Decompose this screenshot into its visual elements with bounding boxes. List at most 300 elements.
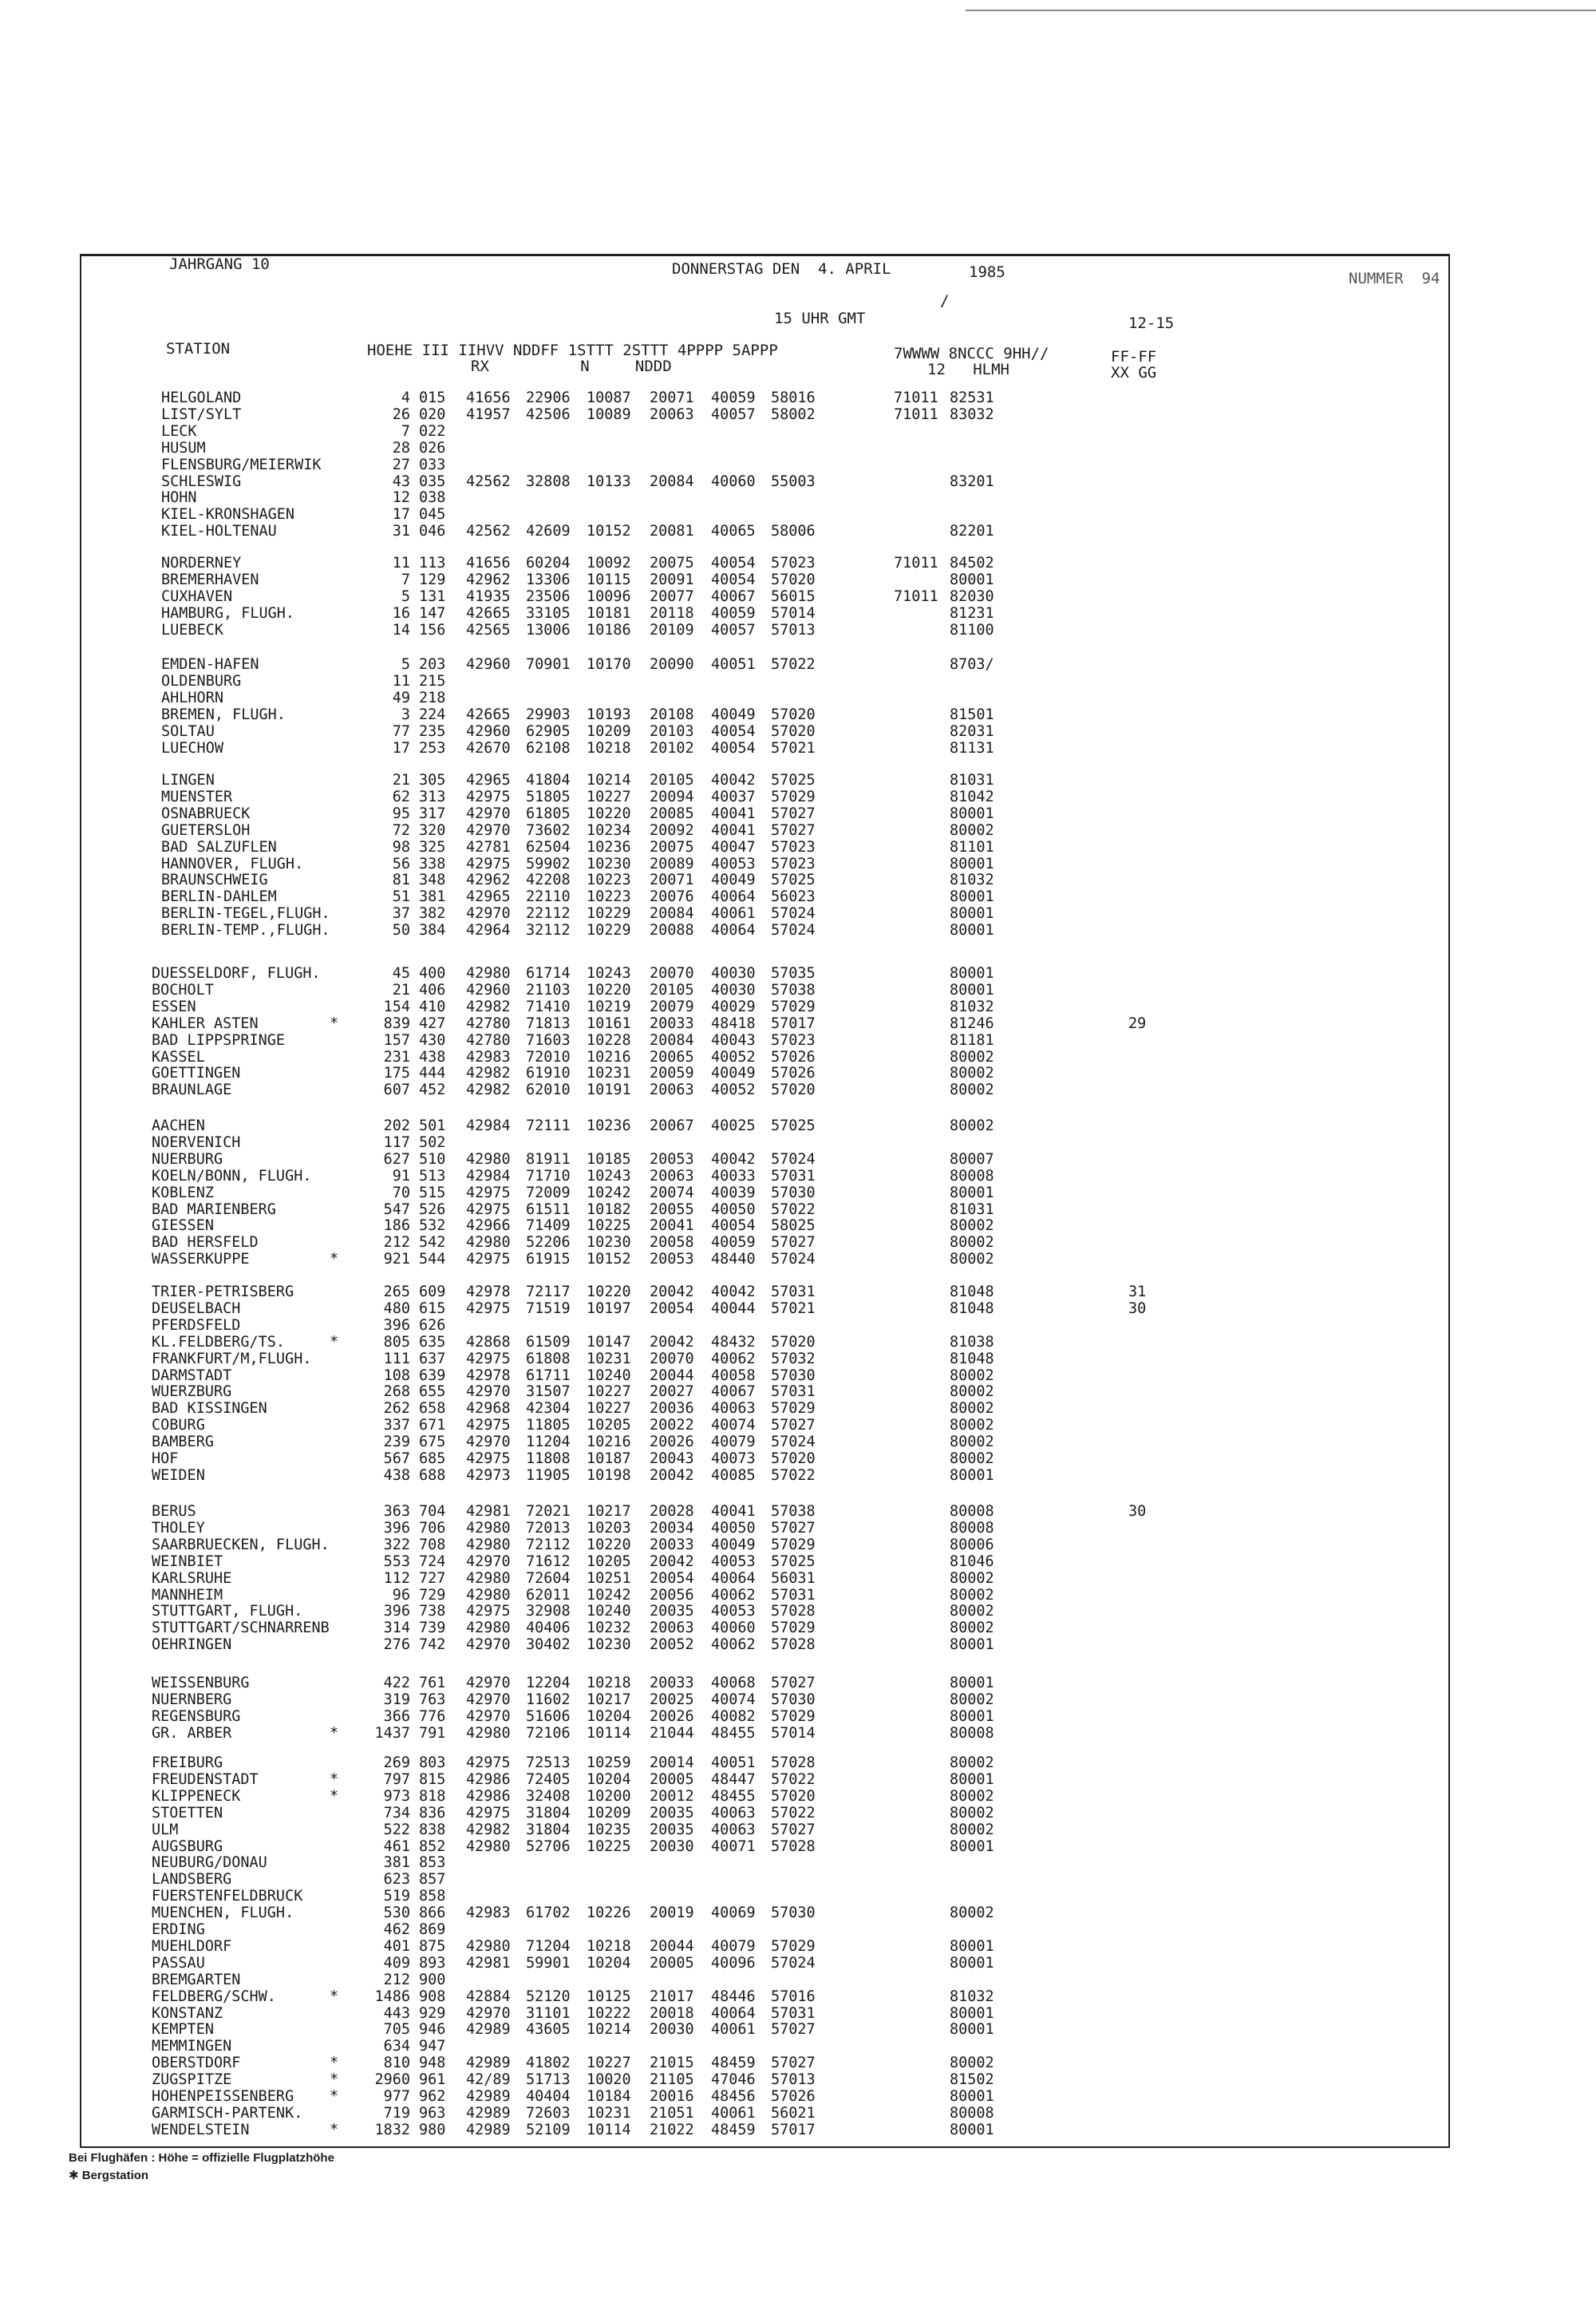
group-ihvv: 41957 [466,405,511,423]
station-index: 526 [419,1201,446,1218]
group-pressure: 40058 [711,1367,756,1384]
station-index: 704 [419,1503,446,1520]
group-temperature: 10020 [587,2071,631,2089]
station-height: 117 [383,1133,410,1151]
group-temperature: 10125 [587,1988,631,2005]
group-ihvv: 42960 [466,981,511,999]
station-index: 253 [419,739,446,757]
station-height: 16 [392,604,410,622]
table-row [0,1185,1596,1201]
station-height: 98 [392,838,410,856]
station-name: KL.FELDBERG/TS. [152,1333,286,1351]
group-tendency: 57022 [771,1201,816,1218]
group-dewpoint: 20079 [650,998,694,1015]
station-name: BRAUNSCHWEIG [161,872,268,889]
group-nddff: 62011 [526,1586,571,1604]
group-clouds: 83201 [950,473,994,490]
group-dewpoint: 20033 [650,1015,694,1032]
group-nddff: 59902 [526,855,571,872]
group-clouds: 84502 [950,555,994,572]
group-clouds: 80001 [950,2088,994,2105]
table-row [0,1117,1596,1134]
group-tendency: 56031 [771,1569,816,1587]
station-index: 224 [419,706,446,723]
group-clouds: 80001 [950,855,994,872]
group-clouds: 80001 [950,2121,994,2138]
group-ihvv: 42980 [466,1150,511,1168]
table-row [0,1955,1596,1972]
station-height: 239 [383,1434,410,1451]
station-height: 634 [383,2038,410,2055]
group-pressure: 48459 [711,2121,756,2138]
group-nddff: 62504 [526,838,571,856]
station-index: 215 [419,672,446,690]
station-name: BAD KISSINGEN [152,1400,267,1418]
station-name: THOLEY [152,1519,205,1537]
group-tendency: 57031 [771,1167,816,1185]
table-row [0,2055,1596,2071]
group-pressure: 40059 [711,1234,756,1252]
group-tendency: 57028 [771,1837,816,1855]
station-index: 818 [419,1787,446,1805]
group-nddff: 11602 [526,1691,571,1708]
group-temperature: 10217 [587,1503,631,1520]
table-row [0,1805,1596,1822]
station-index: 729 [419,1586,446,1604]
table-row [0,872,1596,888]
group-tendency: 57031 [771,1284,816,1300]
slash-mark: / [940,292,950,310]
group-nddff: 32408 [526,1787,571,1805]
group-temperature: 10214 [587,772,631,789]
group-pressure: 48446 [711,1988,756,2005]
group-temperature: 10205 [587,1553,631,1570]
station-height: 462 [383,1921,410,1938]
group-nddff: 52706 [526,1837,571,1855]
group-temperature: 10232 [587,1620,631,1637]
group-ihvv: 42780 [466,1031,511,1049]
table-row [0,1400,1596,1417]
station-index: 639 [419,1367,446,1384]
station-height: 108 [383,1367,410,1384]
group-tendency: 57017 [771,2121,816,2138]
group-tendency: 57027 [771,2021,816,2039]
station-name: BAD LIPPSPRINGE [152,1031,286,1049]
table-row [0,1537,1596,1553]
station-name: FREUDENSTADT [152,1770,259,1788]
station-name: DEUSELBACH [152,1299,241,1317]
group-ihvv: 42975 [466,788,511,805]
station-index: 675 [419,1434,446,1451]
station-name: STUTTGART, FLUGH. [152,1603,303,1620]
station-index: 235 [419,722,446,740]
group-ihvv: 42780 [466,1015,511,1032]
group-nddff: 31507 [526,1383,571,1401]
station-height: 797 [383,1770,410,1788]
group-dewpoint: 20035 [650,1821,694,1838]
group-clouds: 82201 [950,523,994,540]
table-row [0,440,1596,457]
station-name: OBERSTDORF [152,2055,241,2072]
group-tendency: 57020 [771,1082,816,1099]
group-tendency: 57030 [771,1691,816,1708]
group-pressure: 40085 [711,1466,756,1484]
group-clouds: 80002 [950,1117,994,1134]
group-clouds: 80002 [950,1754,994,1771]
table-row [0,1201,1596,1218]
group-clouds: 80001 [950,905,994,923]
group-ihvv: 42960 [466,656,511,673]
group-ihvv: 42986 [466,1787,511,1805]
station-index: 946 [419,2021,446,2039]
station-index: 761 [419,1675,446,1691]
station-index: 313 [419,788,446,805]
group-nddff: 61509 [526,1333,571,1351]
group-clouds: 80001 [950,1770,994,1788]
group-tendency: 58016 [771,390,816,406]
station-name: GIESSEN [152,1217,214,1235]
table-row [0,1334,1596,1351]
station-height: 186 [383,1217,410,1235]
group-pressure: 48418 [711,1015,756,1032]
group-pressure: 40060 [711,1620,756,1637]
station-height: 322 [383,1536,410,1553]
table-row [0,1587,1596,1604]
table-row [0,1151,1596,1168]
group-ihvv: 42962 [466,872,511,889]
station-height: 337 [383,1417,410,1434]
group-nddff: 62905 [526,722,571,740]
group-dewpoint: 20074 [650,1184,694,1201]
table-row [0,1708,1596,1725]
group-temperature: 10089 [587,405,631,423]
station-index: 853 [419,1854,446,1872]
station-name: WEIDEN [152,1466,205,1484]
group-ihvv: 42965 [466,772,511,789]
station-height: 72 [392,821,410,839]
group-clouds: 80002 [950,1804,994,1822]
station-name: FUERSTENFELDBRUCK [152,1888,303,1905]
group-pressure: 40064 [711,1569,756,1587]
station-index: 410 [419,998,446,1015]
group-ihvv: 42562 [466,523,511,540]
station-height: 51 [392,888,410,906]
group-clouds: 81031 [950,772,994,789]
group-nddff: 60204 [526,555,571,572]
table-row [0,2038,1596,2055]
group-nddff: 71204 [526,1937,571,1955]
group-clouds: 81101 [950,838,994,856]
group-ihvv: 42565 [466,621,511,639]
table-row [0,789,1596,805]
group-clouds: 80002 [950,1367,994,1384]
station-height: 522 [383,1821,410,1838]
group-nddff: 72603 [526,2104,571,2122]
station-name: NOERVENICH [152,1133,241,1151]
group-temperature: 10204 [587,1707,631,1725]
group-nddff: 23506 [526,587,571,605]
station-index: 688 [419,1466,446,1484]
group-ihvv: 42980 [466,1519,511,1537]
group-weather: 71011 [894,587,938,605]
table-row [0,2088,1596,2105]
group-ihvv: 42968 [466,1400,511,1418]
station-index: 857 [419,1871,446,1889]
group-tendency: 57029 [771,1620,816,1637]
column-codes-sub: RX N NDDD [471,358,672,375]
group-nddff: 71409 [526,1217,571,1235]
station-height: 111 [383,1350,410,1367]
table-row [0,1234,1596,1251]
station-name: BERUS [152,1503,196,1520]
table-row [0,706,1596,723]
group-pressure: 40051 [711,1754,756,1771]
group-temperature: 10236 [587,838,631,856]
station-index: 947 [419,2038,446,2055]
group-pressure: 40068 [711,1675,756,1691]
group-pressure: 40067 [711,1383,756,1401]
group-pressure: 40053 [711,855,756,872]
station-name: FREIBURG [152,1754,223,1771]
group-dewpoint: 20071 [650,872,694,889]
group-dewpoint: 20005 [650,1770,694,1788]
group-temperature: 10204 [587,1770,631,1788]
group-ihvv: 42980 [466,1569,511,1587]
group-ihvv: 42975 [466,1804,511,1822]
table-row [0,622,1596,639]
group-tendency: 57026 [771,2088,816,2105]
station-name: WENDELSTEIN [152,2121,250,2138]
range-label: 12-15 [1128,314,1175,332]
group-nddff: 72405 [526,1770,571,1788]
table-row [0,1284,1596,1300]
group-dewpoint: 20012 [650,1787,694,1805]
group-pressure: 40051 [711,656,756,673]
group-ihvv: 42965 [466,888,511,906]
table-row [0,1300,1596,1317]
station-index: 203 [419,656,446,673]
mountain-marker: * [330,2071,339,2089]
group-temperature: 10243 [587,1167,631,1185]
group-pressure: 40067 [711,587,756,605]
group-tendency: 57020 [771,722,816,740]
group-tendency: 57013 [771,621,816,639]
station-height: 567 [383,1450,410,1467]
group-temperature: 10225 [587,1837,631,1855]
group-pressure: 40041 [711,805,756,822]
group-clouds: 80001 [950,965,994,982]
group-nddff: 31101 [526,2004,571,2022]
station-index: 129 [419,571,446,588]
group-pressure: 40041 [711,821,756,839]
station-name: HAMBURG, FLUGH. [161,604,295,622]
group-temperature: 10236 [587,1117,631,1134]
group-nddff: 61511 [526,1201,571,1218]
group-pressure: 48456 [711,2088,756,2105]
station-index: 113 [419,555,446,572]
station-index: 502 [419,1133,446,1151]
group-tendency: 57022 [771,1770,816,1788]
station-index: 501 [419,1117,446,1134]
station-height: 11 [392,672,410,690]
group-dewpoint: 20118 [650,604,694,622]
group-clouds: 80002 [950,1821,994,1838]
mountain-marker: * [330,1015,339,1032]
group-tendency: 57031 [771,2004,816,2022]
group-ihvv: 42970 [466,2004,511,2022]
group-tendency: 57020 [771,1787,816,1805]
table-row [0,1822,1596,1838]
group-nddff: 72604 [526,1569,571,1587]
group-pressure: 40062 [711,1350,756,1367]
group-ihvv: 42984 [466,1167,511,1185]
table-row [0,473,1596,490]
group-nddff: 11905 [526,1466,571,1484]
group-clouds: 80001 [950,1707,994,1725]
station-index: 962 [419,2088,446,2105]
group-nddff: 71410 [526,998,571,1015]
station-name: WEINBIET [152,1553,223,1570]
group-ihvv: 42665 [466,706,511,723]
group-dewpoint: 20091 [650,571,694,588]
station-index: 963 [419,2104,446,2122]
station-index: 791 [419,1724,446,1742]
table-row [0,2122,1596,2138]
table-row [0,1691,1596,1708]
group-tendency: 57020 [771,1450,816,1467]
station-index: 852 [419,1837,446,1855]
group-temperature: 10161 [587,1015,631,1032]
group-nddff: 22110 [526,888,571,906]
group-dewpoint: 20033 [650,1675,694,1691]
group-pressure: 40059 [711,390,756,406]
group-tendency: 58025 [771,1217,816,1235]
station-height: 443 [383,2004,410,2022]
station-index: 929 [419,2004,446,2022]
station-name: ZUGSPITZE [152,2071,232,2089]
group-clouds: 81042 [950,788,994,805]
station-name: COBURG [152,1417,205,1434]
group-ihvv: 42983 [466,1905,511,1922]
station-index: 637 [419,1350,446,1367]
station-name: LUEBECK [161,621,223,639]
group-nddff: 73602 [526,821,571,839]
group-gusts: 29 [1128,1015,1147,1032]
group-nddff: 62010 [526,1082,571,1099]
station-index: 708 [419,1536,446,1553]
station-height: 276 [383,1636,410,1654]
group-tendency: 57022 [771,656,816,673]
group-tendency: 57016 [771,1988,816,2005]
group-clouds: 80001 [950,981,994,999]
mountain-marker: * [330,1770,339,1788]
station-name: LINGEN [161,772,215,789]
group-nddff: 72112 [526,1536,571,1553]
group-gusts: 31 [1128,1284,1147,1300]
table-row [0,588,1596,605]
group-clouds: 80002 [950,1603,994,1620]
group-temperature: 10203 [587,1519,631,1537]
station-index: 635 [419,1333,446,1351]
group-nddff: 41802 [526,2055,571,2072]
station-name: GUETERSLOH [161,821,251,839]
group-temperature: 10115 [587,571,631,588]
table-row [0,555,1596,572]
station-name: LANDSBERG [152,1871,232,1889]
column-group7: 7WWWW 8NCCC 9HH// [894,345,1049,362]
group-nddff: 52109 [526,2121,571,2138]
group-nddff: 31804 [526,1821,571,1838]
station-height: 81 [392,872,410,889]
group-pressure: 40065 [711,523,756,540]
group-pressure: 40064 [711,2004,756,2022]
station-height: 21 [392,772,410,789]
group-dewpoint: 20056 [650,1586,694,1604]
station-name: SAARBRUECKEN, FLUGH. [152,1536,330,1553]
group-temperature: 10227 [587,1383,631,1401]
group-ihvv: 42975 [466,1184,511,1201]
group-tendency: 57023 [771,838,816,856]
group-dewpoint: 20036 [650,1400,694,1418]
group-clouds: 80002 [950,1787,994,1805]
group-nddff: 32908 [526,1603,571,1620]
station-name: FELDBERG/SCHW. [152,1988,276,2005]
group-dewpoint: 20014 [650,1754,694,1771]
table-row [0,423,1596,440]
group-temperature: 10220 [587,1536,631,1553]
group-pressure: 40039 [711,1184,756,1201]
group-tendency: 57026 [771,1065,816,1082]
station-height: 62 [392,788,410,805]
group-pressure: 40054 [711,1217,756,1235]
group-dewpoint: 20108 [650,706,694,723]
table-row [0,965,1596,982]
table-row [0,1417,1596,1434]
group-clouds: 80002 [950,1383,994,1401]
group-pressure: 40071 [711,1837,756,1855]
table-row [0,1503,1596,1520]
station-index: 515 [419,1184,446,1201]
group-tendency: 57030 [771,1905,816,1922]
group-ihvv: 42665 [466,604,511,622]
station-index: 815 [419,1770,446,1788]
group-clouds: 80001 [950,2021,994,2039]
group-ihvv: 42983 [466,1048,511,1066]
group-nddff: 72009 [526,1184,571,1201]
table-row [0,1434,1596,1450]
group-clouds: 80002 [950,1065,994,1082]
station-height: 547 [383,1201,410,1218]
group-pressure: 48455 [711,1787,756,1805]
group-pressure: 40053 [711,1553,756,1570]
group-pressure: 40074 [711,1417,756,1434]
group-ihvv: 42982 [466,998,511,1015]
group-clouds: 81501 [950,706,994,723]
group-clouds: 80002 [950,2055,994,2072]
station-height: 719 [383,2104,410,2122]
station-height: 56 [392,855,410,872]
group-clouds: 81131 [950,739,994,757]
group-clouds: 81048 [950,1299,994,1317]
station-height: 973 [383,1787,410,1805]
table-row [0,1921,1596,1938]
group-dewpoint: 20041 [650,1217,694,1235]
group-temperature: 10230 [587,855,631,872]
group-tendency: 57031 [771,1586,816,1604]
group-temperature: 10198 [587,1466,631,1484]
station-height: 381 [383,1854,410,1872]
station-height: 519 [383,1888,410,1905]
